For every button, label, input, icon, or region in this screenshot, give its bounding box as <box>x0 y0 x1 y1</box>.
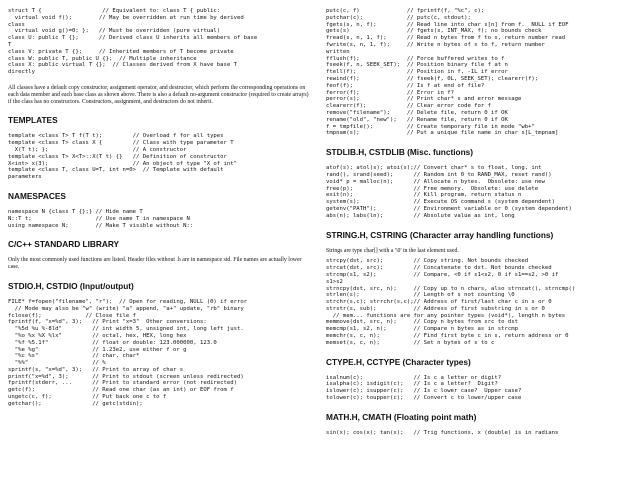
right-column <box>326 8 630 493</box>
paragraph-classes: All classes have a default copy constructor, assignment operator, and destructor, which perform the corresponding operations on each data member and each base class as shown above. There is also a default no-argument constructor (required to create arrays) if the class has no constructors. Constructors, assignment, and destructors do not inherit. <box>8 84 309 105</box>
paragraph-standard-library: Only the most commonly used functions are listed. Header files without .h are in namespace std. File names are actually lower case. <box>8 257 302 271</box>
heading-string: STRING.H, CSTRING (Character array handling functions) <box>326 229 554 240</box>
code-block-math: sin(x); cos(x); tan(x); // Trig functions, x (double) is in radians <box>326 429 559 436</box>
heading-stdlib-misc: STDLIB.H, CSTDLIB (Misc. functions) <box>326 147 474 158</box>
paragraph-string: Strings are type char[] with a '\0' in the last element used. <box>326 247 459 254</box>
code-block-classes: struct T { // Equivalent to: class T { public: virtual void f(); // May be overridden at run time by derived class virtual void g()=0; }; // Must be overridden (pure virtual) class U: public T {}; // Derived class U inherits all members of base T class V: private T {}; // Inherited members of T become private class W: public T, public U {}; // Multiple inheritance class X: public virtual T {}; // Classes derived from X have base T directly <box>8 8 258 76</box>
code-block-templates: template <class T> T f(T t); // Overload f for all types template <class T> class X { // Class with type parameter T X(T t); }; // A constructor template <class T> X<T>::X(T t) {} // Definition of constructor X<int> x(3); // An object of type "X of int" template <class T, class U=T, int n=0> // Template with default parameters <box>8 133 238 181</box>
heading-templates: TEMPLATES <box>8 115 58 126</box>
heading-stdio: STDIO.H, CSTDIO (Input/output) <box>8 280 134 291</box>
code-block-ctype: isalnum(c); // Is c a letter or digit? isalpha(c); isdigit(c); // Is c a letter? Digit? islower(c); isupper(c); // Is c lower case? Upper case? tolower(c); toupper(c); // Convert c to lower/upper case <box>326 374 522 402</box>
code-block-namespaces: namespace N {class T {};} // Hide name T N::T t; // Use name T in namespace N using namespace N; // Make T visible without N:: <box>8 208 194 229</box>
heading-namespaces: NAMESPACES <box>8 190 66 201</box>
code-block-stdlib-misc: atof(s); atol(s); atoi(s);// Convert char* s to float, long, int rand(), srand(seed); // Random int 0 to RAND_MAX, reset rand() void* p = malloc(n); // Allocate n bytes. Obsolete: use new free(p); // Free memory. Obsolete: use delete exit(n); // Kill program, return status n system(s); // Execute OS command s (system dependent) getenv("PATH"); // Environment variable or 0 (system dependent) abs(n); labs(ln); // Absolute value as int, long <box>326 165 572 219</box>
code-block-string: strcpy(dst, src); // Copy string. Not bounds checked strcat(dst, src); // Concatenate to dst. Not bounds checked strcmp(s1, s2); // Compare, <0 if s1<s2, 0 if s1==s2, >0 if s1>s2 strncpy(dst, src, n); // Copy up to n chars, also strncat(), strncmp() strlen(s); // Length of s not counting \0 strchr(s,c); strrchr(s,c);// Address of first/last char c in s or 0 strstr(s, sub); // Address of first substring in s or 0 // mem... functions are for any pointer types (void*), length n bytes memmove(dst, src, n); // Copy n bytes from src to dst memcmp(s1, s2, n); // Compare n bytes as in strcmp memchr(s, c, n); // Find first byte c in s, return address or 0 memset(s, c, n); // Set n bytes of s to c <box>326 258 576 346</box>
heading-ctype: CTYPE.H, CCTYPE (Character types) <box>326 356 471 367</box>
left-column <box>8 8 312 493</box>
code-block-stdio-continued: putc(c, f) // fprintf(f, "%c", c); putchar(c); // putc(c, stdout); fgets(s, n, f); // Read line into char s[n] from f. NULL if EOF gets(s) // fgets(s, INT_MAX, f); no bounds check fread(s, n, 1, f); // Read n bytes from f to s, return number read fwrite(s, n, 1, f); // Write n bytes of s to f, return number written fflush(f); // Force buffered writes to f fseek(f, n, SEEK_SET); // Position binary file f at n ftell(f); // Position in f, -1L if error rewind(f); // fseek(f, 0L, SEEK_SET); clearerr(f); feof(f); // Is f at end of file? ferror(f); // Error in f? perror(s); // Print char* s and error message clearerr(f); // Clear error code for f remove("filename"); // Delete file, return 0 if OK rename("old", "new"); // Rename file, return 0 if OK f = tmpfile(); // Create temporary file in mode "wb+" tmpnam(s); // Put a unique file name in char s[L_tmpnam] <box>326 8 569 137</box>
heading-standard-library: C/C++ STANDARD LIBRARY <box>8 239 120 250</box>
heading-math: MATH.H, CMATH (Floating point math) <box>326 411 477 422</box>
code-block-stdio: FILE* f=fopen("filename", "r"); // Open for reading, NULL (0) if error // Mode may also be "w" (write) "a" append, "a+" update, "rb" binary fclose(f); // Close file f fprintf(f, "x=%d", 3); // Print "x=3" Other conversions: "%5d %u %-8ld" // int width 5, unsigned int, long left just. "%o %x %X %lx" // octal, hex, HEX, long hex "%f %5.1f" // float or double: 123.000000, 123.0 "%e %g" // 1.23e2, use either f or g "%c %s" // char, char* "%%" // % sprintf(s, "x=%d", 3); // Print to array of char s printf("x=%d", 3); // Print to stdout (screen unless redirected) fprintf(stderr, ... // Print to standard error (not redirected) getc(f); // Read one char (as an int) or EOF from f ungetc(c, f); // Put back one c to f getchar(); // getc(stdin); <box>8 298 248 407</box>
